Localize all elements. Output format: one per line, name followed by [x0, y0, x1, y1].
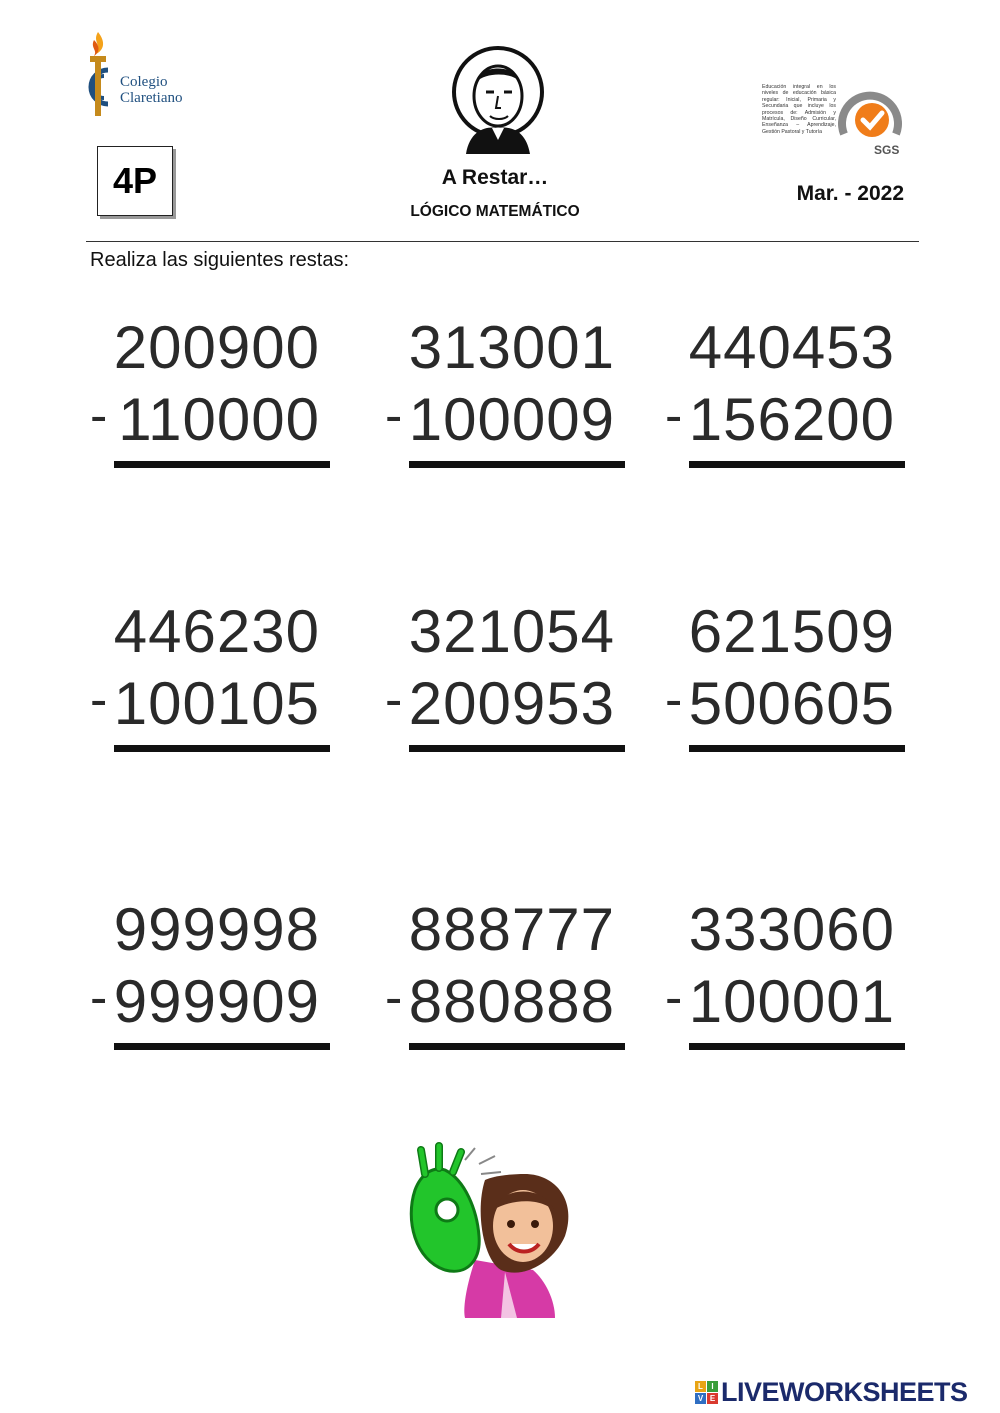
subtrahend: 110000 — [118, 386, 320, 453]
subtrahend: 156200 — [688, 386, 895, 453]
brand-mark-icon — [695, 1381, 718, 1404]
certification-seal-icon — [838, 80, 902, 158]
subtraction-exercise-3 — [665, 314, 915, 478]
minuend: 321054 — [408, 598, 615, 665]
subtrahend: 100009 — [408, 386, 615, 453]
answer-line[interactable] — [409, 1043, 625, 1050]
worksheet-title: A Restar… — [441, 166, 549, 189]
subtrahend: 100001 — [688, 968, 895, 1035]
subtrahend: 200953 — [408, 670, 615, 737]
brand-mark-letter: E — [707, 1393, 718, 1404]
grade-badge: 4P — [97, 146, 173, 216]
mascot-illustration — [405, 1140, 590, 1320]
torch-logo-icon — [78, 30, 122, 120]
minuend: 446230 — [113, 598, 320, 665]
minuend: 313001 — [408, 314, 615, 381]
girl-with-ok-glove-icon — [405, 1140, 590, 1320]
subtrahend: 880888 — [408, 968, 615, 1035]
seal-label: SGS — [874, 143, 900, 157]
school-logo — [78, 30, 208, 120]
brand-mark-letter: L — [695, 1381, 706, 1392]
liveworksheets-brand — [695, 1374, 968, 1410]
worksheet-date: Mar. - 2022 — [796, 182, 904, 205]
subtraction-exercise-8 — [385, 896, 635, 1060]
answer-line[interactable] — [409, 745, 625, 752]
minus-sign: - — [90, 387, 108, 445]
subtraction-exercise-6 — [665, 598, 915, 762]
minus-sign: - — [665, 671, 683, 729]
minus-sign: - — [90, 671, 108, 729]
school-name-line-2: Claretiano — [120, 90, 183, 106]
sgs-seal — [838, 80, 902, 158]
minus-sign: - — [665, 969, 683, 1027]
minuend: 888777 — [408, 896, 615, 963]
brand-mark-letter: V — [695, 1393, 706, 1404]
minuend: 333060 — [688, 896, 895, 963]
minuend: 999998 — [113, 896, 320, 963]
subtraction-exercise-4 — [90, 598, 340, 762]
answer-line[interactable] — [689, 1043, 905, 1050]
brand-wordmark: LIVEWORKSHEETS — [721, 1376, 968, 1407]
school-name-line-1: Colegio — [120, 74, 168, 90]
minus-sign: - — [385, 671, 403, 729]
minus-sign: - — [665, 387, 683, 445]
subtraction-exercise-2 — [385, 314, 635, 478]
subtraction-exercise-1 — [90, 314, 340, 478]
answer-line[interactable] — [114, 461, 330, 468]
subtraction-exercise-7 — [90, 896, 340, 1060]
minuend: 621509 — [688, 598, 895, 665]
header-divider — [86, 241, 919, 242]
answer-line[interactable] — [114, 745, 330, 752]
certification-block — [762, 80, 902, 160]
answer-line[interactable] — [114, 1043, 330, 1050]
subtraction-exercise-5 — [385, 598, 635, 762]
minus-sign: - — [90, 969, 108, 1027]
subtraction-exercise-9 — [665, 896, 915, 1060]
subject-label: LÓGICO MATEMÁTICO — [410, 203, 580, 220]
answer-line[interactable] — [689, 461, 905, 468]
answer-line[interactable] — [689, 745, 905, 752]
subtrahend: 999909 — [113, 968, 320, 1035]
subtrahend: 500605 — [688, 670, 895, 737]
answer-line[interactable] — [409, 461, 625, 468]
brand-mark-letter: I — [707, 1381, 718, 1392]
instruction-text: Realiza las siguientes restas: — [90, 249, 350, 271]
certification-text: Educación integral en los niveles de educación básica regular: Inicial, Primaria y Secundaria que incluye los procesos de: Admisión y Matrícula, Diseño Curricular, Enseñanza – Aprendizaje, Gestión Pastoral y Tutoría — [762, 84, 836, 135]
minus-sign: - — [385, 387, 403, 445]
minuend: 440453 — [688, 314, 895, 381]
founder-portrait — [450, 46, 546, 156]
minus-sign: - — [385, 969, 403, 1027]
minuend: 200900 — [113, 314, 320, 381]
subtrahend: 100105 — [113, 670, 320, 737]
